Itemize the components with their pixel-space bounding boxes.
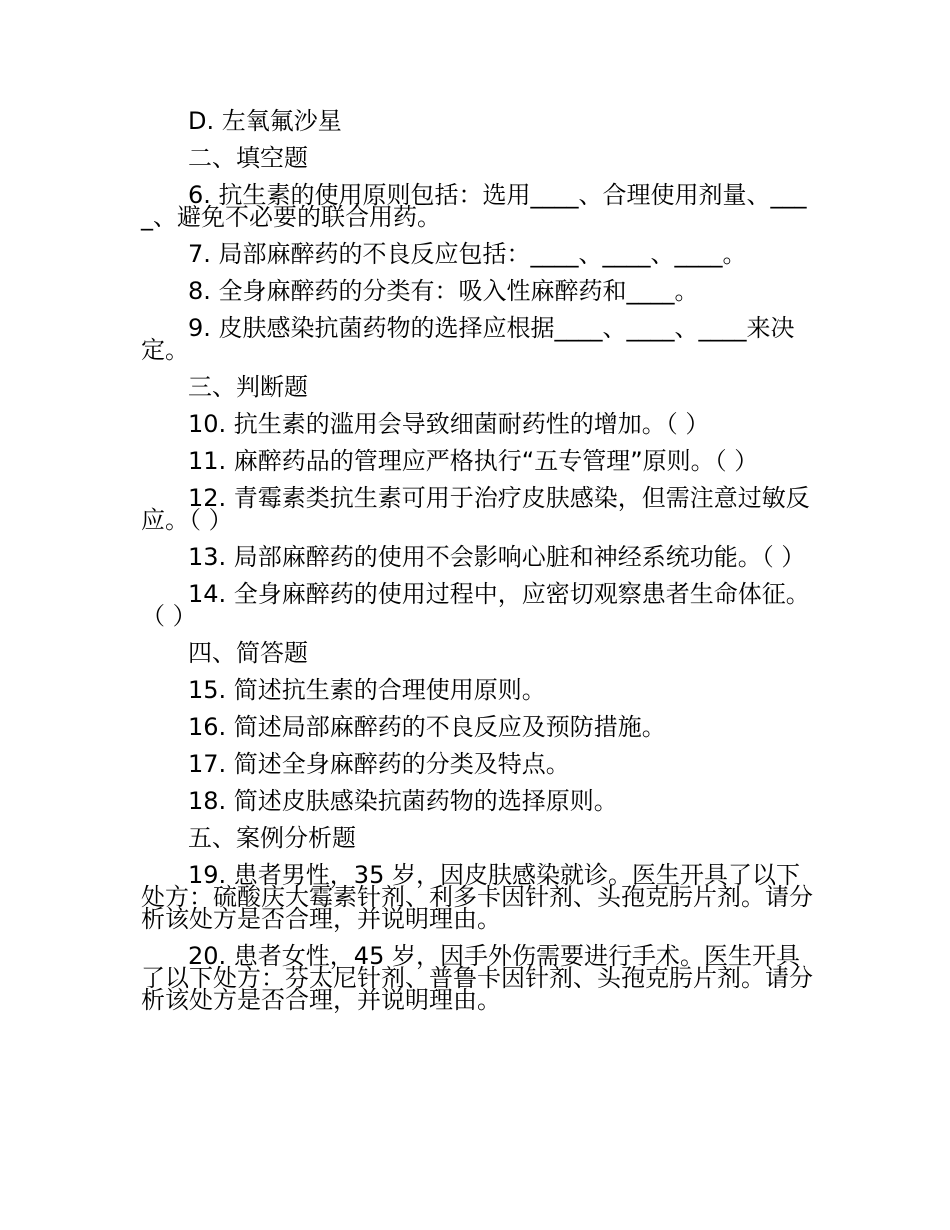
question-6: 6. 抗生素的使用原则包括：选用____、合理使用剂量、____、避免不必要的联合用药。	[141, 181, 807, 231]
section-heading-short-answer: 四、简答题	[188, 639, 308, 667]
section-heading-fill-in: 二、填空题	[188, 144, 308, 172]
question-10: 10. 抗生素的滥用会导致细菌耐药性的增加。（ ）	[188, 410, 710, 438]
section-heading-case-analysis: 五、案例分析题	[188, 824, 356, 852]
question-15: 15. 简述抗生素的合理使用原则。	[188, 676, 546, 704]
question-9: 9. 皮肤感染抗菌药物的选择应根据____、____、____来决定。	[141, 314, 795, 364]
question-7: 7. 局部麻醉药的不良反应包括：____、____、____。	[188, 240, 747, 268]
question-14: 14. 全身麻醉药的使用过程中，应密切观察患者生命体征。（ ）	[141, 580, 810, 630]
question-13: 13. 局部麻醉药的使用不会影响心脏和神经系统功能。（ ）	[188, 543, 806, 571]
option-d: D. 左氧氟沙星	[188, 107, 342, 135]
question-8: 8. 全身麻醉药的分类有：吸入性麻醉药和____。	[188, 277, 699, 305]
question-11: 11. 麻醉药品的管理应严格执行“五专管理”原则。（ ）	[188, 447, 759, 475]
question-20: 20. 患者女性，45 岁，因手外伤需要进行手术。医生开具了以下处方：芬太尼针剂、普鲁卡因针剂、头孢克肟片剂。请分析该处方是否合理，并说明理由。	[141, 942, 813, 1014]
question-12: 12. 青霉素类抗生素可用于治疗皮肤感染，但需注意过敏反应。（ ）	[141, 484, 810, 534]
question-19: 19. 患者男性，35 岁，因皮肤感染就诊。医生开具了以下处方：硫酸庆大霉素针剂、利多卡因针剂、头孢克肟片剂。请分析该处方是否合理，并说明理由。	[141, 861, 813, 933]
question-17: 17. 简述全身麻醉药的分类及特点。	[188, 750, 570, 778]
section-heading-true-false: 三、判断题	[188, 373, 308, 401]
question-16: 16. 简述局部麻醉药的不良反应及预防措施。	[188, 713, 666, 741]
document-body	[141, 104, 821, 1014]
question-18: 18. 简述皮肤感染抗菌药物的选择原则。	[188, 787, 618, 815]
